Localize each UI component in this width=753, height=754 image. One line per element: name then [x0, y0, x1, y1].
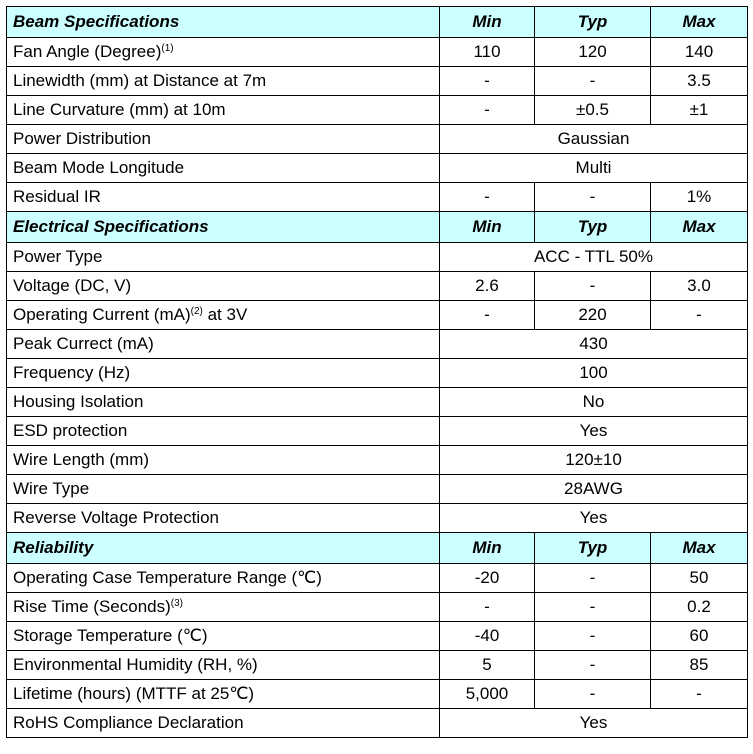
specifications-table	[6, 6, 748, 738]
value-cell-typ: 220	[535, 301, 651, 330]
value-cell-min: -20	[440, 564, 535, 593]
row-label	[7, 96, 440, 125]
value-cell-max: 85	[651, 651, 748, 680]
row-label	[7, 680, 440, 709]
value-cell-max: 1%	[651, 183, 748, 212]
table-row	[7, 301, 748, 330]
row-label	[7, 38, 440, 67]
row-label-text: Power Type	[13, 247, 103, 266]
row-label	[7, 709, 440, 738]
table-row	[7, 154, 748, 183]
row-label	[7, 183, 440, 212]
value-cell-min: -	[440, 67, 535, 96]
column-header-min: Min	[440, 7, 535, 38]
footnote-marker: (3)	[170, 598, 184, 609]
value-cell-typ: -	[535, 593, 651, 622]
row-label	[7, 359, 440, 388]
row-label	[7, 301, 440, 330]
value-cell-max: 3.5	[651, 67, 748, 96]
value-cell-min: 5	[440, 651, 535, 680]
column-header-typ: Typ	[535, 533, 651, 564]
value-cell-typ: -	[535, 183, 651, 212]
section-title: Beam Specifications	[7, 7, 440, 38]
footnote-marker: (2)	[190, 306, 203, 317]
row-label-text: Voltage (DC, V)	[13, 276, 132, 295]
value-cell-min: 110	[440, 38, 535, 67]
value-cell-merged: 100	[440, 359, 748, 388]
row-label	[7, 125, 440, 154]
value-cell-min: -	[440, 96, 535, 125]
value-cell-merged: Yes	[440, 504, 748, 533]
row-label-text: Frequency (Hz)	[13, 363, 131, 382]
value-cell-min: 2.6	[440, 272, 535, 301]
table-row	[7, 680, 748, 709]
row-label-text: Lifetime (hours) (MTTF at 25℃)	[13, 684, 255, 703]
row-label-text: Line Curvature (mm) at 10m	[13, 100, 226, 119]
row-label-suffix: at 3V	[202, 305, 248, 324]
section-title: Electrical Specifications	[7, 212, 440, 243]
table-row	[7, 243, 748, 272]
row-label-text: Wire Type	[13, 479, 90, 498]
value-cell-max: -	[651, 301, 748, 330]
value-cell-typ: -	[535, 67, 651, 96]
table-row	[7, 38, 748, 67]
row-label	[7, 475, 440, 504]
row-label-text: Peak Currect (mA)	[13, 334, 154, 353]
table-row	[7, 709, 748, 738]
row-label-text: Fan Angle (Degree)	[13, 42, 162, 61]
column-header-max: Max	[651, 533, 748, 564]
value-cell-typ: -	[535, 564, 651, 593]
value-cell-min: -40	[440, 622, 535, 651]
row-label	[7, 272, 440, 301]
value-cell-typ: -	[535, 651, 651, 680]
value-cell-merged: ACC - TTL 50%	[440, 243, 748, 272]
value-cell-typ: -	[535, 622, 651, 651]
value-cell-merged: 28AWG	[440, 475, 748, 504]
value-cell-min: -	[440, 301, 535, 330]
row-label-text: Beam Mode Longitude	[13, 158, 185, 177]
section-title: Reliability	[7, 533, 440, 564]
value-cell-min: -	[440, 183, 535, 212]
row-label	[7, 67, 440, 96]
row-label-text: Residual IR	[13, 187, 101, 206]
value-cell-max: ±1	[651, 96, 748, 125]
value-cell-merged: 120±10	[440, 446, 748, 475]
value-cell-max: 0.2	[651, 593, 748, 622]
value-cell-typ: ±0.5	[535, 96, 651, 125]
row-label-text: Reverse Voltage Protection	[13, 508, 220, 527]
table-row	[7, 593, 748, 622]
table-row	[7, 417, 748, 446]
column-header-max: Max	[651, 7, 748, 38]
row-label	[7, 417, 440, 446]
section-header-reliability	[7, 533, 748, 564]
value-cell-min: 5,000	[440, 680, 535, 709]
section-header-electrical-specifications	[7, 212, 748, 243]
value-cell-merged: Gaussian	[440, 125, 748, 154]
value-cell-typ: -	[535, 272, 651, 301]
column-header-max: Max	[651, 212, 748, 243]
row-label	[7, 564, 440, 593]
table-row	[7, 330, 748, 359]
row-label	[7, 504, 440, 533]
value-cell-min: -	[440, 593, 535, 622]
value-cell-max: 140	[651, 38, 748, 67]
row-label	[7, 446, 440, 475]
section-header-beam-specifications	[7, 7, 748, 38]
value-cell-typ: -	[535, 680, 651, 709]
table-row	[7, 183, 748, 212]
column-header-min: Min	[440, 533, 535, 564]
table-row	[7, 564, 748, 593]
row-label-text: Operating Current (mA)	[13, 305, 191, 324]
spec-table-container	[6, 6, 748, 738]
table-row	[7, 475, 748, 504]
row-label-text: Storage Temperature (℃)	[13, 626, 208, 645]
column-header-typ: Typ	[535, 7, 651, 38]
value-cell-merged: Yes	[440, 709, 748, 738]
value-cell-merged: Yes	[440, 417, 748, 446]
table-row	[7, 272, 748, 301]
table-row	[7, 96, 748, 125]
value-cell-typ: 120	[535, 38, 651, 67]
table-row	[7, 125, 748, 154]
table-row	[7, 359, 748, 388]
row-label	[7, 593, 440, 622]
row-label	[7, 388, 440, 417]
value-cell-merged: 430	[440, 330, 748, 359]
row-label-text: Wire Length (mm)	[13, 450, 150, 469]
value-cell-merged: Multi	[440, 154, 748, 183]
value-cell-merged: No	[440, 388, 748, 417]
table-row	[7, 504, 748, 533]
table-row	[7, 446, 748, 475]
row-label	[7, 651, 440, 680]
row-label-text: Linewidth (mm) at Distance at 7m	[13, 71, 267, 90]
row-label	[7, 243, 440, 272]
table-row	[7, 651, 748, 680]
row-label-text: Power Distribution	[13, 129, 151, 148]
row-label-text: Housing Isolation	[13, 392, 144, 411]
table-row	[7, 388, 748, 417]
row-label	[7, 622, 440, 651]
row-label-text: RoHS Compliance Declaration	[13, 713, 244, 732]
column-header-min: Min	[440, 212, 535, 243]
table-row	[7, 67, 748, 96]
column-header-typ: Typ	[535, 212, 651, 243]
row-label-text: Operating Case Temperature Range (℃)	[13, 568, 322, 587]
value-cell-max: 60	[651, 622, 748, 651]
value-cell-max: -	[651, 680, 748, 709]
row-label-text: Rise Time (Seconds)	[13, 597, 171, 616]
row-label-text: Environmental Humidity (RH, %)	[13, 655, 258, 674]
row-label-text: ESD protection	[13, 421, 128, 440]
row-label	[7, 154, 440, 183]
row-label	[7, 330, 440, 359]
value-cell-max: 50	[651, 564, 748, 593]
value-cell-max: 3.0	[651, 272, 748, 301]
footnote-marker: (1)	[161, 43, 174, 54]
table-row	[7, 622, 748, 651]
